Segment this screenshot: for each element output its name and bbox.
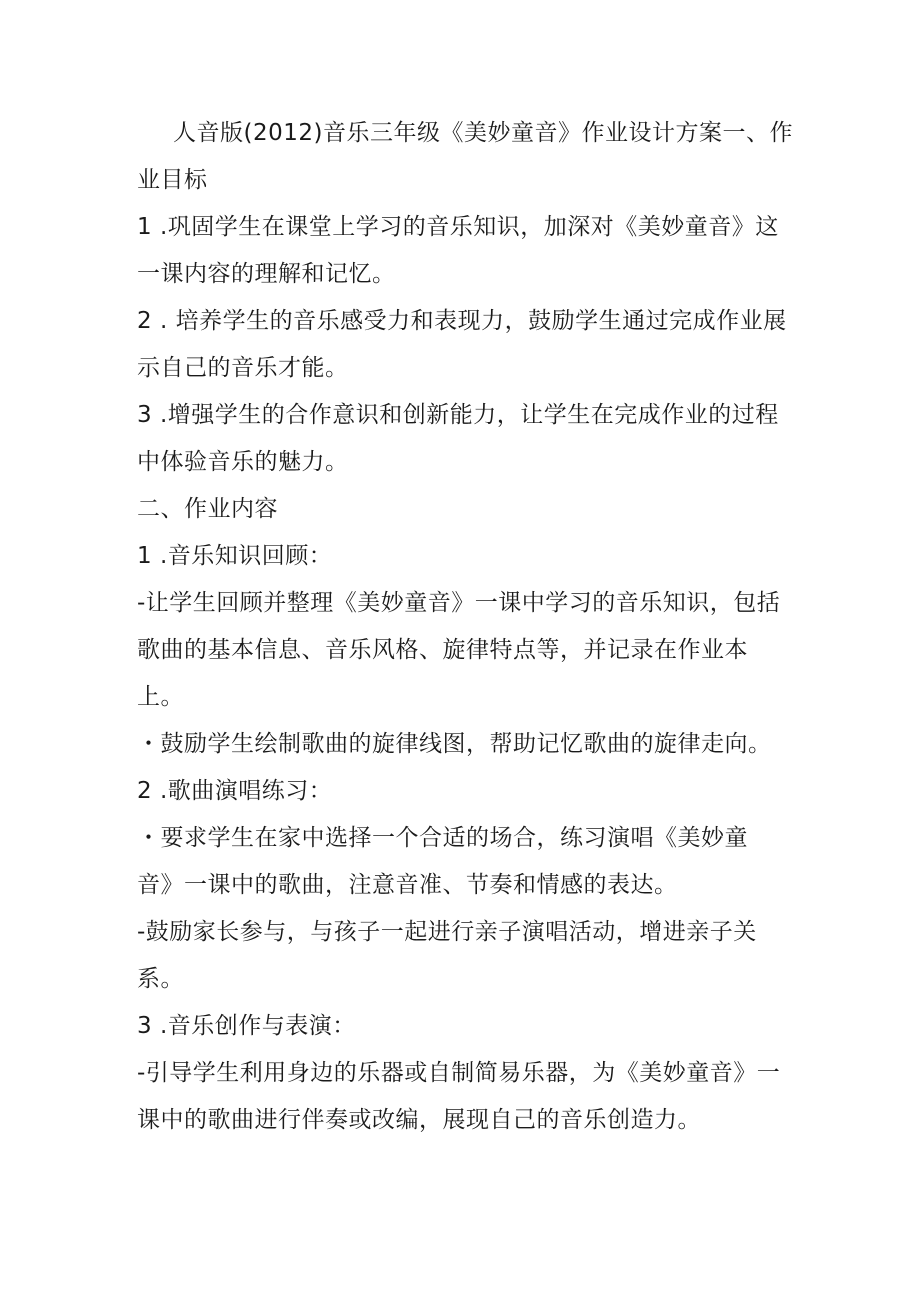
content-item-3-bullet-1-continued: 课中的歌曲进行伴奏或改编，展现自己的音乐创造力。	[137, 1107, 701, 1133]
document-body	[137, 110, 793, 1144]
goal-item-2-continued: 示自己的音乐才能。	[137, 355, 349, 381]
goal-item-1-continued: 一课内容的理解和记忆。	[137, 261, 396, 287]
content-item-2-heading: 2 .歌曲演唱练习：	[137, 778, 333, 804]
content-item-1-heading: 1 .音乐知识回顾：	[137, 543, 333, 569]
goal-item-1: 1 .巩固学生在课堂上学习的音乐知识，加深对《美妙童音》这	[137, 214, 779, 240]
content-item-1-bullet-1-continued: 歌曲的基本信息、音乐风格、旋律特点等，并记录在作业本	[137, 637, 748, 663]
goal-item-3: 3 .增强学生的合作意识和创新能力，让学生在完成作业的过程	[137, 402, 779, 428]
content-item-1-bullet-1: -让学生回顾并整理《美妙童音》一课中学习的音乐知识，包括	[137, 590, 781, 616]
document-title-line: 人音版(2012)音乐三年级《美妙童音》作业设计方案一、作	[173, 120, 793, 146]
content-item-2-bullet-1-continued: 音》一课中的歌曲，注意音准、节奏和情感的表达。	[137, 872, 678, 898]
content-item-1-bullet-2: ・鼓励学生绘制歌曲的旋律线图，帮助记忆歌曲的旋律走向。	[137, 731, 772, 757]
content-item-3-bullet-1: -引导学生利用身边的乐器或自制简易乐器，为《美妙童音》一	[137, 1060, 781, 1086]
document-title-line-continued: 业目标	[137, 167, 208, 193]
content-item-2-bullet-2: -鼓励家长参与，与孩子一起进行亲子演唱活动，增进亲子关	[137, 919, 757, 945]
goal-item-2: 2 . 培养学生的音乐感受力和表现力，鼓励学生通过完成作业展	[137, 308, 787, 334]
content-item-2-bullet-2-end: 系。	[137, 966, 184, 992]
content-item-2-bullet-1: ・要求学生在家中选择一个合适的场合，练习演唱《美妙童	[137, 825, 748, 851]
content-item-1-bullet-1-end: 上。	[137, 684, 184, 710]
content-item-3-heading: 3 .音乐创作与表演：	[137, 1013, 356, 1039]
goal-item-3-continued: 中体验音乐的魅力。	[137, 449, 349, 475]
section-heading-content: 二、作业内容	[137, 496, 278, 522]
